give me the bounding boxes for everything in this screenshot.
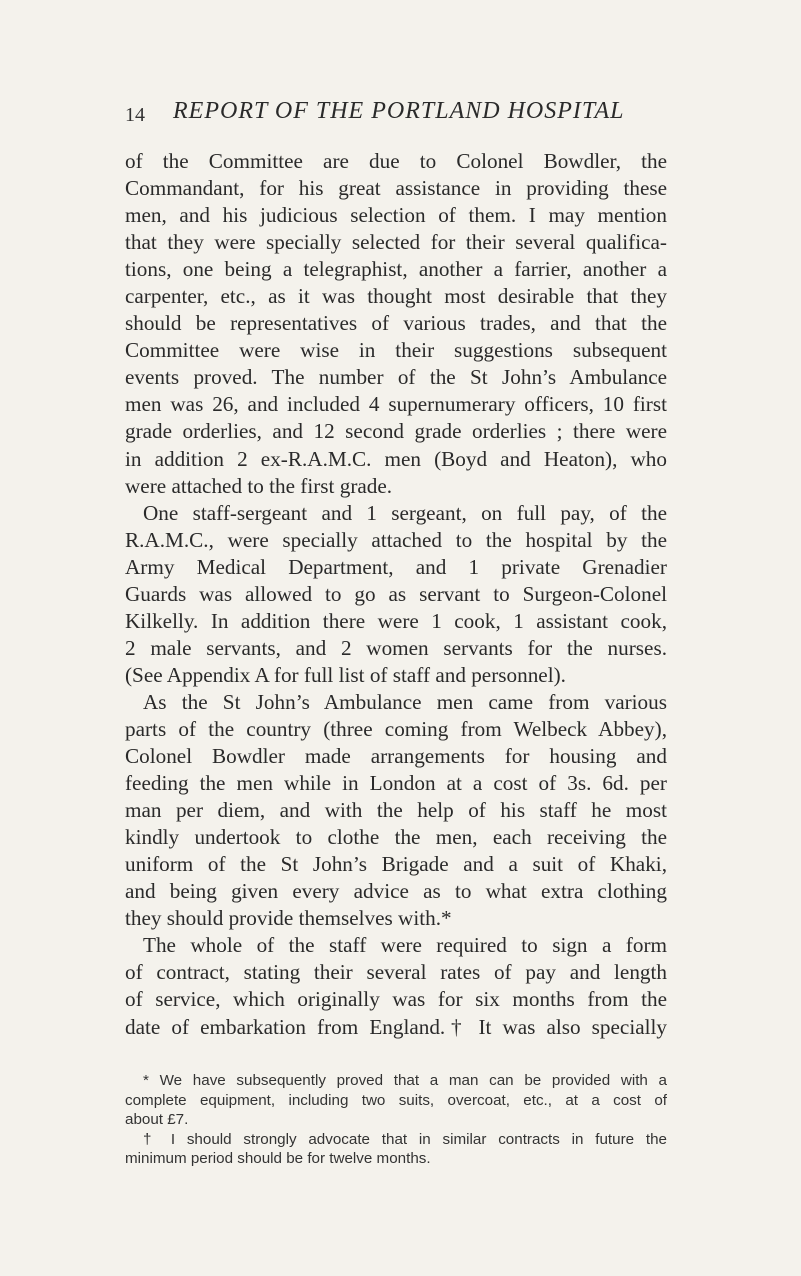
page-number: 14: [125, 104, 145, 126]
text-line: grade orderlies, and 12 second grade orderlies ; there were: [125, 419, 667, 444]
footnote-line: † I should strongly advocate that in similar contracts in future the: [143, 1130, 667, 1148]
footnote-line: complete equipment, including two suits, overcoat, etc., at a cost of: [125, 1091, 667, 1109]
text-line: man per diem, and with the help of his staff he most: [125, 798, 667, 823]
text-line: The whole of the staff were required to sign a form: [143, 933, 667, 958]
text-line: Guards was allowed to go as servant to Surgeon-Colonel: [125, 581, 667, 606]
text-line: that they were specially selected for their several qualifica-: [125, 230, 667, 255]
text-line: As the St John’s Ambulance men came from various: [143, 689, 667, 714]
text-line: Kilkelly. In addition there were 1 cook, 1 assistant cook,: [125, 608, 667, 633]
text-line: uniform of the St John’s Brigade and a suit of Khaki,: [125, 852, 667, 877]
text-line: date of embarkation from England.† It was also specially: [125, 1014, 667, 1039]
text-line: men was 26, and included 4 supernumerary officers, 10 first: [125, 392, 667, 417]
text-line: carpenter, etc., as it was thought most desirable that they: [125, 284, 667, 309]
paragraph-3: [125, 689, 667, 932]
text-line: of the Committee are due to Colonel Bowdler, the: [125, 149, 667, 173]
text-line: men, and his judicious selection of them. I may mention: [125, 203, 667, 228]
text-line: they should provide themselves with.*: [125, 906, 452, 931]
text-line: in addition 2 ex-R.A.M.C. men (Boyd and Heaton), who: [125, 446, 667, 471]
text-line: of service, which originally was for six months from the: [125, 987, 667, 1012]
text-line: Army Medical Department, and 1 private Grenadier: [125, 554, 667, 579]
text-line: 2 male servants, and 2 women servants for the nurses.: [125, 635, 667, 660]
text-line: R.A.M.C., were specially attached to the hospital by the: [125, 527, 667, 552]
text-line: Commandant, for his great assistance in providing these: [125, 176, 667, 201]
text-line: events proved. The number of the St John’s Ambulance: [125, 365, 667, 390]
text-line: (See Appendix A for full list of staff and personnel).: [125, 662, 566, 687]
text-line: tions, one being a telegraphist, another a farrier, another a: [125, 257, 667, 282]
footnote-line: * We have subsequently proved that a man can be provided with a: [143, 1072, 667, 1089]
text-line: One staff-sergeant and 1 sergeant, on full pay, of the: [143, 500, 667, 525]
text-line: Committee were wise in their suggestions subsequent: [125, 338, 667, 363]
text-line: should be representatives of various trades, and that the: [125, 311, 667, 336]
text-line: and being given every advice as to what extra clothing: [125, 879, 667, 904]
paragraph-1: [125, 148, 667, 500]
text-line: of contract, stating their several rates of pay and length: [125, 960, 667, 985]
page-header: [125, 98, 655, 134]
paragraph-2: [125, 500, 667, 689]
body-text: [125, 148, 667, 1041]
text-line: feeding the men while in London at a cost of 3s. 6d. per: [125, 771, 667, 796]
paragraph-4: [125, 932, 667, 1040]
footnotes: [125, 1071, 667, 1169]
text-line: were attached to the first grade.: [125, 473, 393, 498]
footnote-line: minimum period should be for twelve months.: [125, 1150, 431, 1167]
text-line: Colonel Bowdler made arrangements for housing and: [125, 744, 667, 769]
text-line: parts of the country (three coming from Welbeck Abbey),: [125, 716, 667, 741]
text-line: kindly undertook to clothe the men, each receiving the: [125, 825, 667, 850]
footnote-line: about £7.: [125, 1111, 189, 1128]
running-head: REPORT OF THE PORTLAND HOSPITAL: [173, 98, 625, 124]
